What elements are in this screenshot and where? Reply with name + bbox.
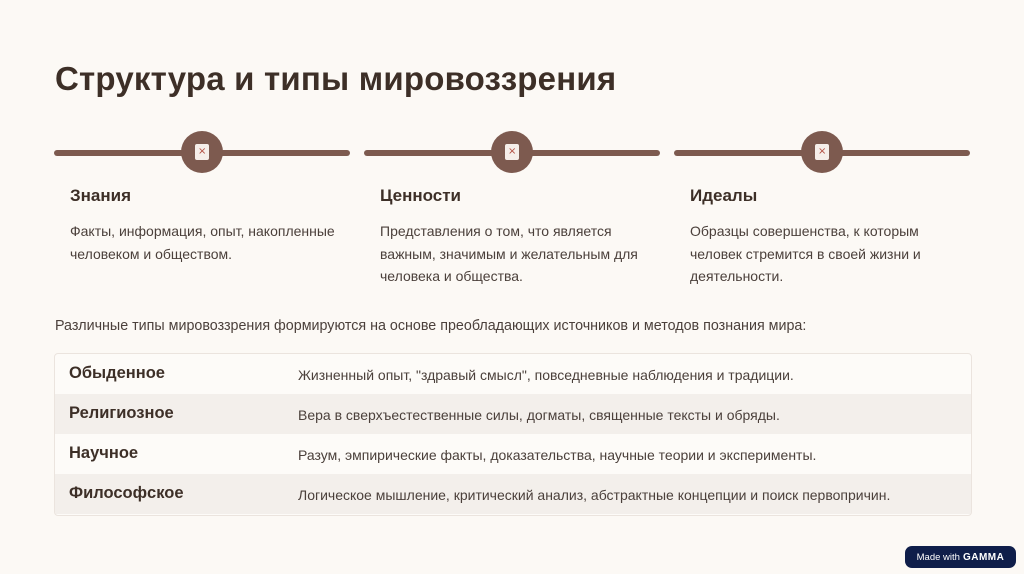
made-with-gamma-badge[interactable] <box>905 546 1016 568</box>
row-name: Научное <box>69 444 139 462</box>
worldview-types-table <box>54 353 972 516</box>
row-name: Религиозное <box>69 404 174 422</box>
timeline-item-title: Идеалы <box>690 186 758 205</box>
intro-text: Различные типы мировоззрения формируются на основе преобладающих источников и методов познания мира: <box>55 318 807 334</box>
timeline-item-text: Представления о том, что является важным, значимым и желательным для человека и общества. <box>380 223 638 284</box>
broken-image-icon <box>195 144 209 160</box>
row-desc: Жизненный опыт, "здравый смысл", повседневные наблюдения и традиции. <box>298 367 794 383</box>
timeline-item-text: Факты, информация, опыт, накопленные человеком и обществом. <box>70 223 335 262</box>
row-desc: Логическое мышление, критический анализ, абстрактные концепции и поиск первопричин. <box>298 487 891 503</box>
timeline-item-title: Знания <box>70 186 132 205</box>
timeline <box>0 130 1024 174</box>
table-row <box>55 394 971 434</box>
timeline-node <box>491 131 533 173</box>
timeline-item-knowledge <box>70 186 340 265</box>
timeline-node <box>801 131 843 173</box>
broken-image-icon <box>505 144 519 160</box>
row-desc: Вера в сверхъестественные силы, догматы, священные тексты и обряды. <box>298 407 780 423</box>
page-title: Структура и типы мировоззрения <box>55 60 617 97</box>
row-name: Философское <box>69 484 184 502</box>
broken-image-icon <box>815 144 829 160</box>
row-desc: Разум, эмпирические факты, доказательства, научные теории и эксперименты. <box>298 447 817 463</box>
table-row <box>55 434 971 474</box>
gamma-logo: GAMMA <box>962 551 1005 563</box>
timeline-item-text: Образцы совершенства, к которым человек стремится в своей жизни и деятельности. <box>690 223 921 284</box>
timeline-item-values <box>380 186 640 288</box>
row-name: Обыденное <box>69 364 165 382</box>
badge-prefix: Made with <box>916 551 960 563</box>
timeline-node <box>181 131 223 173</box>
timeline-item-title: Ценности <box>380 186 462 205</box>
timeline-item-ideals <box>690 186 950 288</box>
table-row <box>55 354 971 394</box>
table-row <box>55 474 971 514</box>
